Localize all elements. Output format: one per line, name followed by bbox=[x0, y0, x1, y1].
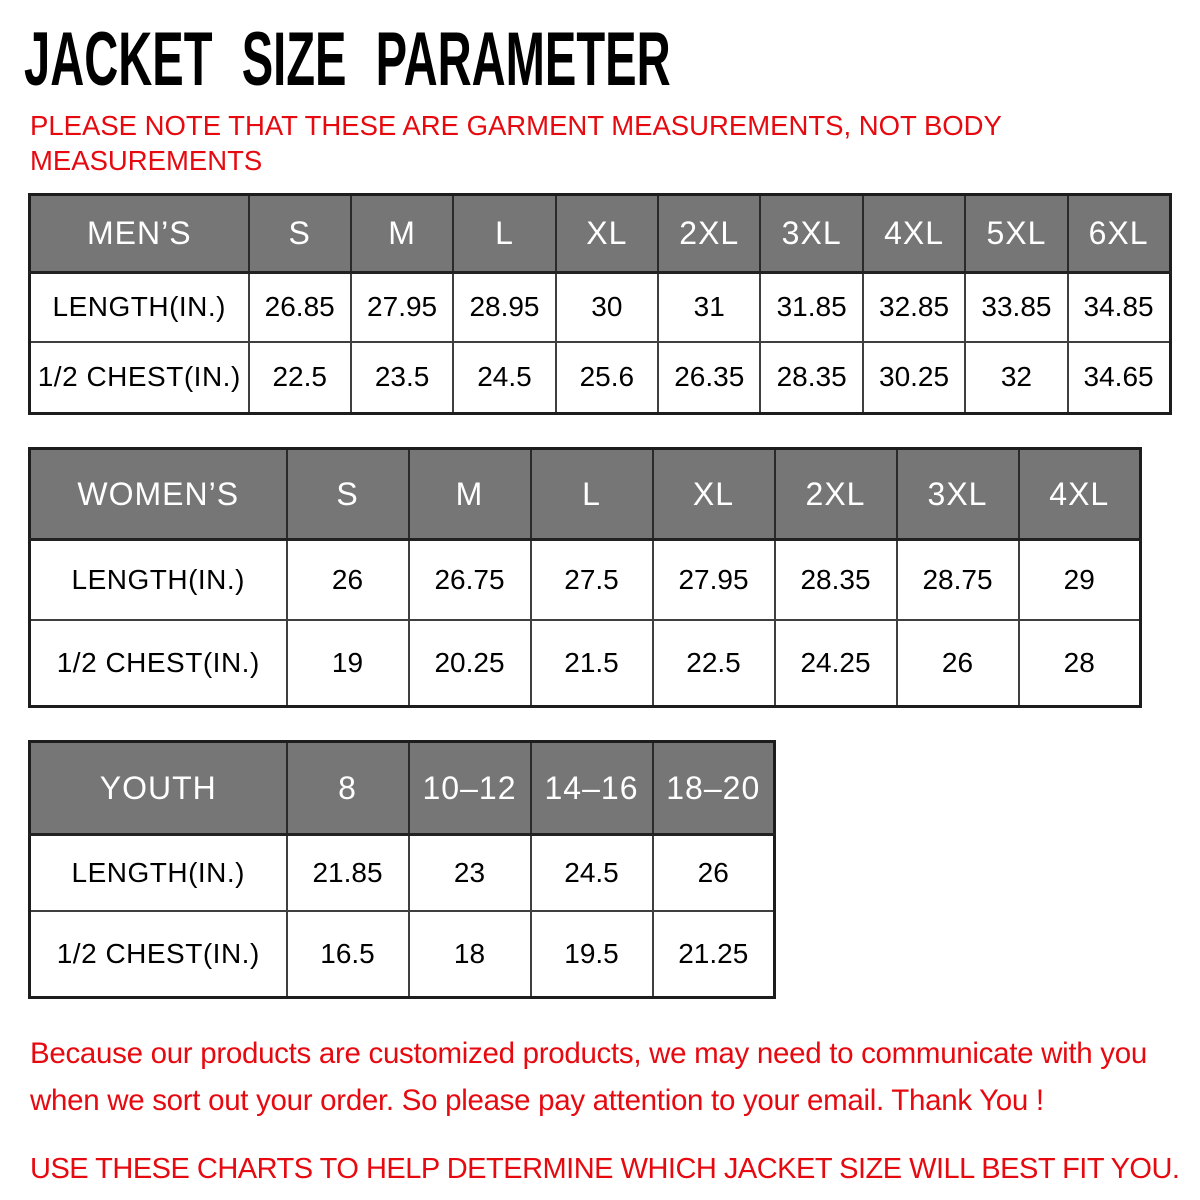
footer-notes bbox=[30, 1030, 1179, 1193]
mens-length-xl: 30 bbox=[556, 273, 658, 342]
womens-header-row bbox=[30, 449, 1141, 540]
note-line-2: MEASUREMENTS bbox=[30, 145, 263, 176]
mens-length-m: 27.95 bbox=[351, 273, 453, 342]
womens-size-header-l: L bbox=[531, 449, 653, 540]
womens-half-chest-row bbox=[30, 620, 1141, 707]
mens-half-chest-s: 22.5 bbox=[249, 342, 351, 414]
womens-length-xl: 27.95 bbox=[653, 540, 775, 620]
youth-length-10–12: 23 bbox=[409, 835, 531, 911]
youth-half-chest-14–16: 19.5 bbox=[531, 911, 653, 998]
mens-size-header-xl: XL bbox=[556, 195, 658, 273]
youth-half-chest-10–12: 18 bbox=[409, 911, 531, 998]
womens-length-m: 26.75 bbox=[409, 540, 531, 620]
mens-size-header-s: S bbox=[249, 195, 351, 273]
size-table-mens bbox=[28, 193, 1172, 415]
mens-size-header-3xl: 3XL bbox=[760, 195, 862, 273]
mens-size-header-4xl: 4XL bbox=[863, 195, 965, 273]
youth-header-row bbox=[30, 742, 775, 835]
page-title: JACKET SIZE PARAMETER bbox=[24, 17, 671, 102]
use-charts-note: USE THESE CHARTS TO HELP DETERMINE WHICH JACKET SIZE WILL BEST FIT YOU. bbox=[30, 1153, 1180, 1185]
womens-half-chest-l: 21.5 bbox=[531, 620, 653, 707]
mens-table-label: MEN’S bbox=[30, 195, 249, 273]
mens-length-2xl: 31 bbox=[658, 273, 760, 342]
womens-size-header-4xl: 4XL bbox=[1019, 449, 1141, 540]
youth-row-label-half-chest: 1/2 CHEST(IN.) bbox=[30, 911, 287, 998]
custom-products-note-line-2: when we sort out your order. So please pay attention to your email. Thank You ! bbox=[30, 1084, 1044, 1117]
mens-size-header-m: M bbox=[351, 195, 453, 273]
womens-size-header-2xl: 2XL bbox=[775, 449, 897, 540]
youth-half-chest-18–20: 21.25 bbox=[653, 911, 775, 998]
mens-length-6xl: 34.85 bbox=[1068, 273, 1170, 342]
youth-size-header-18–20: 18–20 bbox=[653, 742, 775, 835]
custom-products-note-line-1: Because our products are customized products, we may need to communicate with you bbox=[30, 1037, 1147, 1070]
mens-length-row bbox=[30, 273, 1171, 342]
womens-half-chest-2xl: 24.25 bbox=[775, 620, 897, 707]
mens-half-chest-5xl: 32 bbox=[965, 342, 1067, 414]
mens-length-5xl: 33.85 bbox=[965, 273, 1067, 342]
mens-half-chest-3xl: 28.35 bbox=[760, 342, 862, 414]
mens-size-header-2xl: 2XL bbox=[658, 195, 760, 273]
mens-half-chest-6xl: 34.65 bbox=[1068, 342, 1170, 414]
mens-half-chest-l: 24.5 bbox=[453, 342, 555, 414]
womens-size-header-m: M bbox=[409, 449, 531, 540]
mens-half-chest-m: 23.5 bbox=[351, 342, 453, 414]
size-table-youth bbox=[28, 740, 776, 999]
womens-length-4xl: 29 bbox=[1019, 540, 1141, 620]
youth-half-chest-row bbox=[30, 911, 775, 998]
mens-row-label-half-chest: 1/2 CHEST(IN.) bbox=[30, 342, 249, 414]
womens-size-header-s: S bbox=[287, 449, 409, 540]
youth-half-chest-8: 16.5 bbox=[287, 911, 409, 998]
youth-size-header-8: 8 bbox=[287, 742, 409, 835]
womens-length-s: 26 bbox=[287, 540, 409, 620]
womens-length-2xl: 28.35 bbox=[775, 540, 897, 620]
youth-length-18–20: 26 bbox=[653, 835, 775, 911]
mens-length-3xl: 31.85 bbox=[760, 273, 862, 342]
womens-row-label-length: LENGTH(IN.) bbox=[30, 540, 287, 620]
note-line-1: PLEASE NOTE THAT THESE ARE GARMENT MEASUREMENTS, NOT BODY bbox=[30, 110, 1002, 141]
mens-header-row bbox=[30, 195, 1171, 273]
youth-row-label-length: LENGTH(IN.) bbox=[30, 835, 287, 911]
womens-length-3xl: 28.75 bbox=[897, 540, 1019, 620]
mens-half-chest-4xl: 30.25 bbox=[863, 342, 965, 414]
womens-size-header-xl: XL bbox=[653, 449, 775, 540]
mens-size-header-l: L bbox=[453, 195, 555, 273]
mens-length-l: 28.95 bbox=[453, 273, 555, 342]
youth-size-header-10–12: 10–12 bbox=[409, 742, 531, 835]
womens-half-chest-3xl: 26 bbox=[897, 620, 1019, 707]
womens-length-row bbox=[30, 540, 1141, 620]
youth-length-14–16: 24.5 bbox=[531, 835, 653, 911]
mens-length-4xl: 32.85 bbox=[863, 273, 965, 342]
mens-size-header-6xl: 6XL bbox=[1068, 195, 1170, 273]
mens-half-chest-row bbox=[30, 342, 1171, 414]
youth-length-8: 21.85 bbox=[287, 835, 409, 911]
mens-half-chest-2xl: 26.35 bbox=[658, 342, 760, 414]
womens-table-label: WOMEN’S bbox=[30, 449, 287, 540]
youth-size-header-14–16: 14–16 bbox=[531, 742, 653, 835]
mens-length-s: 26.85 bbox=[249, 273, 351, 342]
youth-length-row bbox=[30, 835, 775, 911]
womens-size-header-3xl: 3XL bbox=[897, 449, 1019, 540]
womens-row-label-half-chest: 1/2 CHEST(IN.) bbox=[30, 620, 287, 707]
mens-row-label-length: LENGTH(IN.) bbox=[30, 273, 249, 342]
womens-half-chest-s: 19 bbox=[287, 620, 409, 707]
youth-table-label: YOUTH bbox=[30, 742, 287, 835]
womens-half-chest-xl: 22.5 bbox=[653, 620, 775, 707]
womens-half-chest-4xl: 28 bbox=[1019, 620, 1141, 707]
mens-half-chest-xl: 25.6 bbox=[556, 342, 658, 414]
womens-half-chest-m: 20.25 bbox=[409, 620, 531, 707]
womens-length-l: 27.5 bbox=[531, 540, 653, 620]
mens-size-header-5xl: 5XL bbox=[965, 195, 1067, 273]
size-table-womens bbox=[28, 447, 1142, 708]
